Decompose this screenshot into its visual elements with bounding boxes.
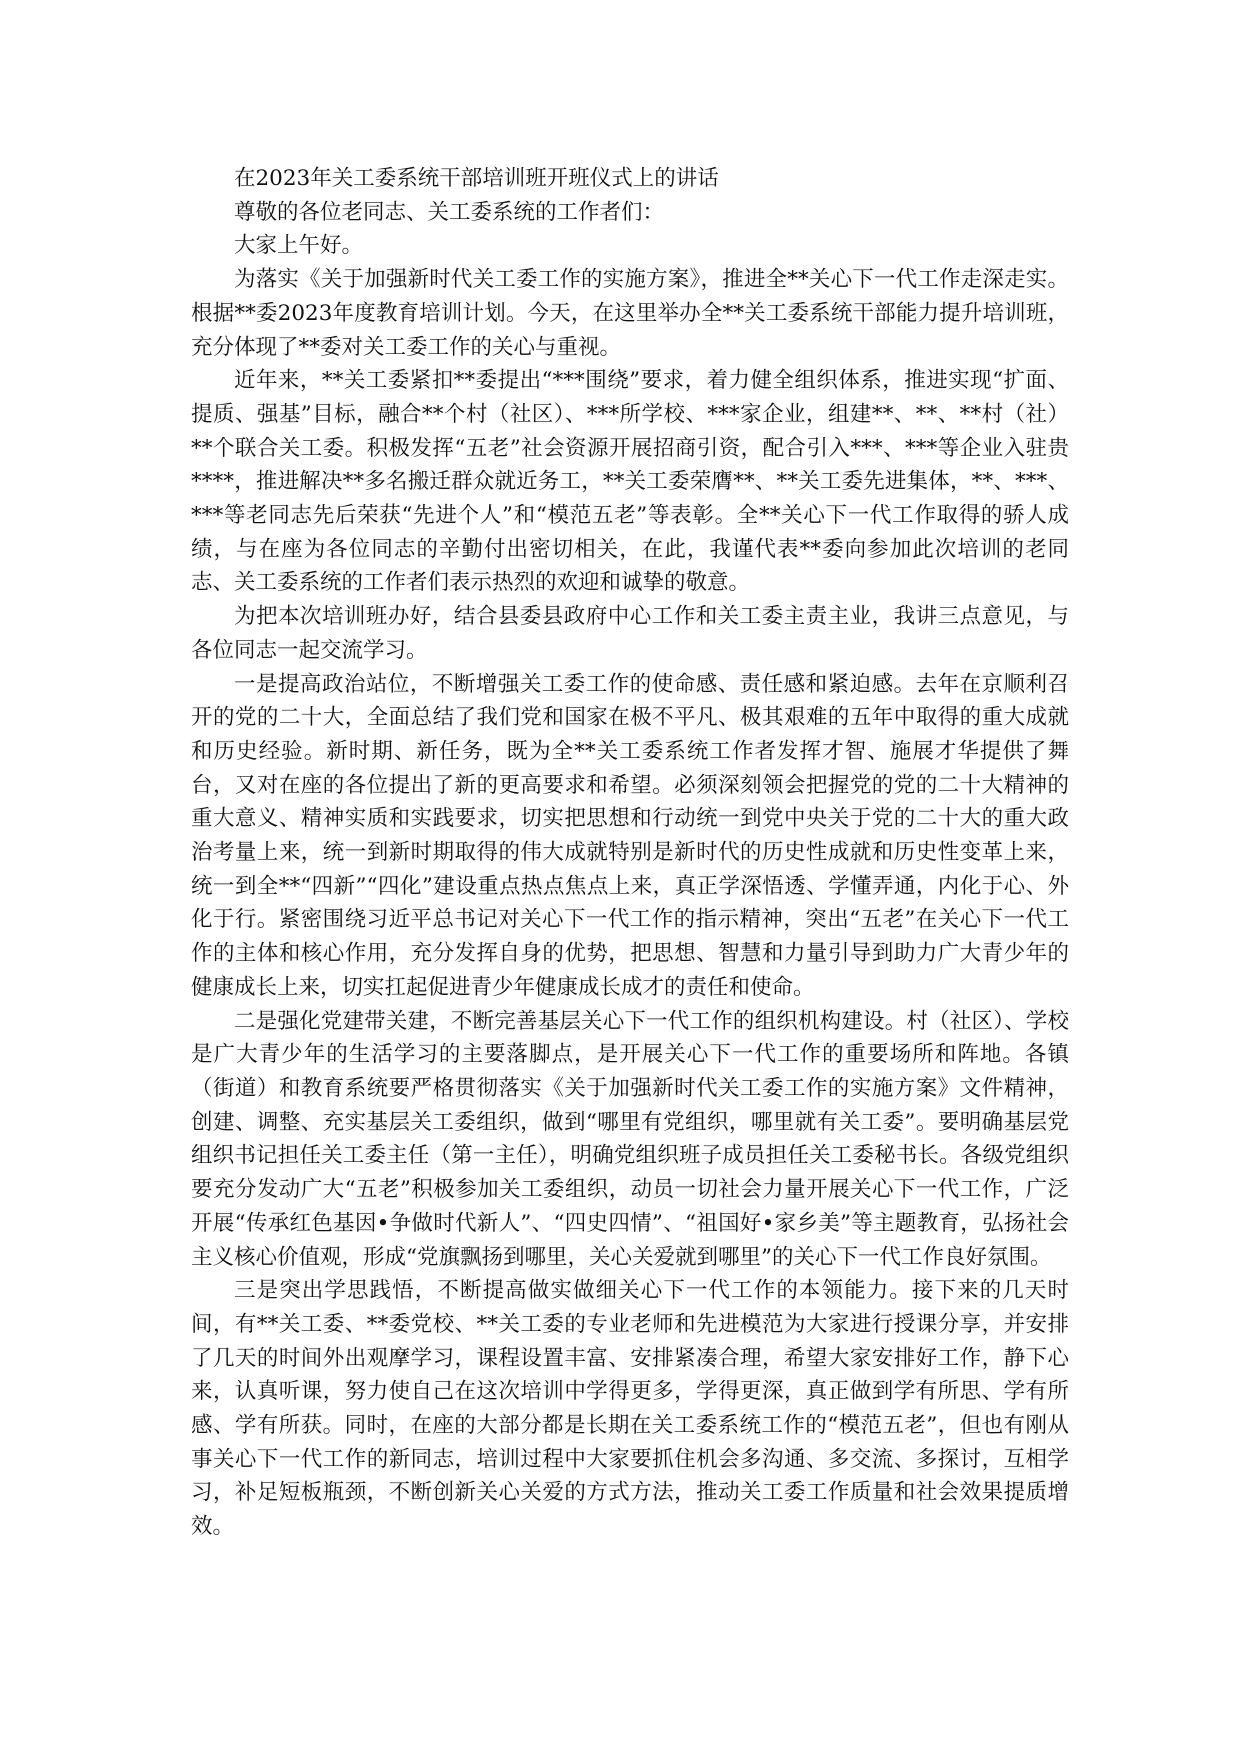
paragraph: 一是提高政治站位，不断增强关工委工作的使命感、责任感和紧迫感。去年在京顺利召开的党的二十大，全面总结了我们党和国家在极不平凡、极其艰难的五年中取得的重大成就和历史经验。新时期、新任务，既为全**关工委系统工作者发挥才智、施展才华提供了舞台，又对在座的各位提出了新的更高要求和希望。必须深刻领会把握党的党的二十大精神的重大意义、精神实质和实践要求，切实把思想和行动统一到党中央关于党的二十大的重大政治考量上来，统一到新时期取得的伟大成就特别是新时代的历史性成就和历史性变革上来，统一到全**“四新”“四化”建设重点热点焦点上来，真正学深悟透、学懂弄通，内化于心、外化于行。紧密围绕习近平总书记对关心下一代工作的指示精神，突出“五老”在关心下一代工作的主体和核心作用，充分发挥自身的优势，把思想、智慧和力量引导到助力广大青少年的健康成长上来，切实扛起促进青少年健康成长成才的责任和使命。 [191, 671, 1069, 1000]
greeting: 大家上午好。 [234, 233, 364, 259]
paragraph: 二是强化党建带关建，不断完善基层关心下一代工作的组织机构建设。村（社区）、学校是广大青少年的生活学习的主要落脚点，是开展关心下一代工作的重要场所和阵地。各镇（街道）和教育系统要严格贯彻落实《关于加强新时代关工委工作的实施方案》文件精神，创建、调整、充实基层关工委组织，做到“哪里有党组织，哪里就有关工委”。要明确基层党组织书记担任关工委主任（第一主任），明确党组织班子成员担任关工委秘书长。各级党组织要充分发动广大“五老”积极参加关工委组织，动员一切社会力量开展关心下一代工作，广泛开展“传承红色基因•争做时代新人”、“四史四情”、“祖国好•家乡美”等主题教育，弘扬社会主义核心价值观，形成“党旗飘扬到哪里，关心关爱就到哪里”的关心下一代工作良好氛围。 [191, 1008, 1069, 1270]
salutation: 尊敬的各位老同志、关工委系统的工作者们： [234, 199, 665, 225]
document-body [191, 162, 1069, 1544]
speech-title: 在2023年关工委系统干部培训班开班仪式上的讲话 [234, 166, 719, 191]
paragraph: 为把本次培训班办好，结合县委县政府中心工作和关工委主责主业，我讲三点意见，与各位同志一起交流学习。 [191, 604, 1069, 663]
paragraph: 为落实《关于加强新时代关工委工作的实施方案》，推进全**关心下一代工作走深走实。根据**委2023年度教育培训计划。今天，在这里举办全**关工委系统干部能力提升培训班，充分体现了**委对关工委工作的关心与重视。 [191, 267, 1069, 360]
paragraph: 三是突出学思践悟，不断提高做实做细关心下一代工作的本领能力。接下来的几天时间，有**关工委、**委党校、**关工委的专业老师和先进模范为大家进行授课分享，并安排了几天的时间外出观摩学习，课程设置丰富、安排紧凑合理，希望大家安排好工作，静下心来，认真听课，努力使自己在这次培训中学得更多，学得更深，真正做到学有所思、学有所感、学有所获。同时，在座的大部分都是长期在关工委系统工作的“模范五老”，但也有刚从事关心下一代工作的新同志，培训过程中大家要抓住机会多沟通、多交流、多探讨，互相学习，补足短板瓶颈，不断创新关心关爱的方式方法，推动关工委工作质量和社会效果提质增效。 [191, 1278, 1069, 1540]
paragraph: 近年来，**关工委紧扣**委提出“***围绕”要求，着力健全组织体系，推进实现“扩面、提质、强基”目标，融合**个村（社区）、***所学校、***家企业，组建**、**、**村（社）**个联合关工委。积极发挥“五老”社会资源开展招商引资，配合引入***、***等企业入驻贵****，推进解决**多名搬迁群众就近务工，**关工委荣膺**、**关工委先进集体，**、***、***等老同志先后荣获“先进个人”和“模范五老”等表彰。全**关心下一代工作取得的骄人成绩，与在座为各位同志的辛勤付出密切相关，在此，我谨代表**委向参加此次培训的老同志、关工委系统的工作者们表示热烈的欢迎和诚挚的敬意。 [191, 368, 1069, 596]
